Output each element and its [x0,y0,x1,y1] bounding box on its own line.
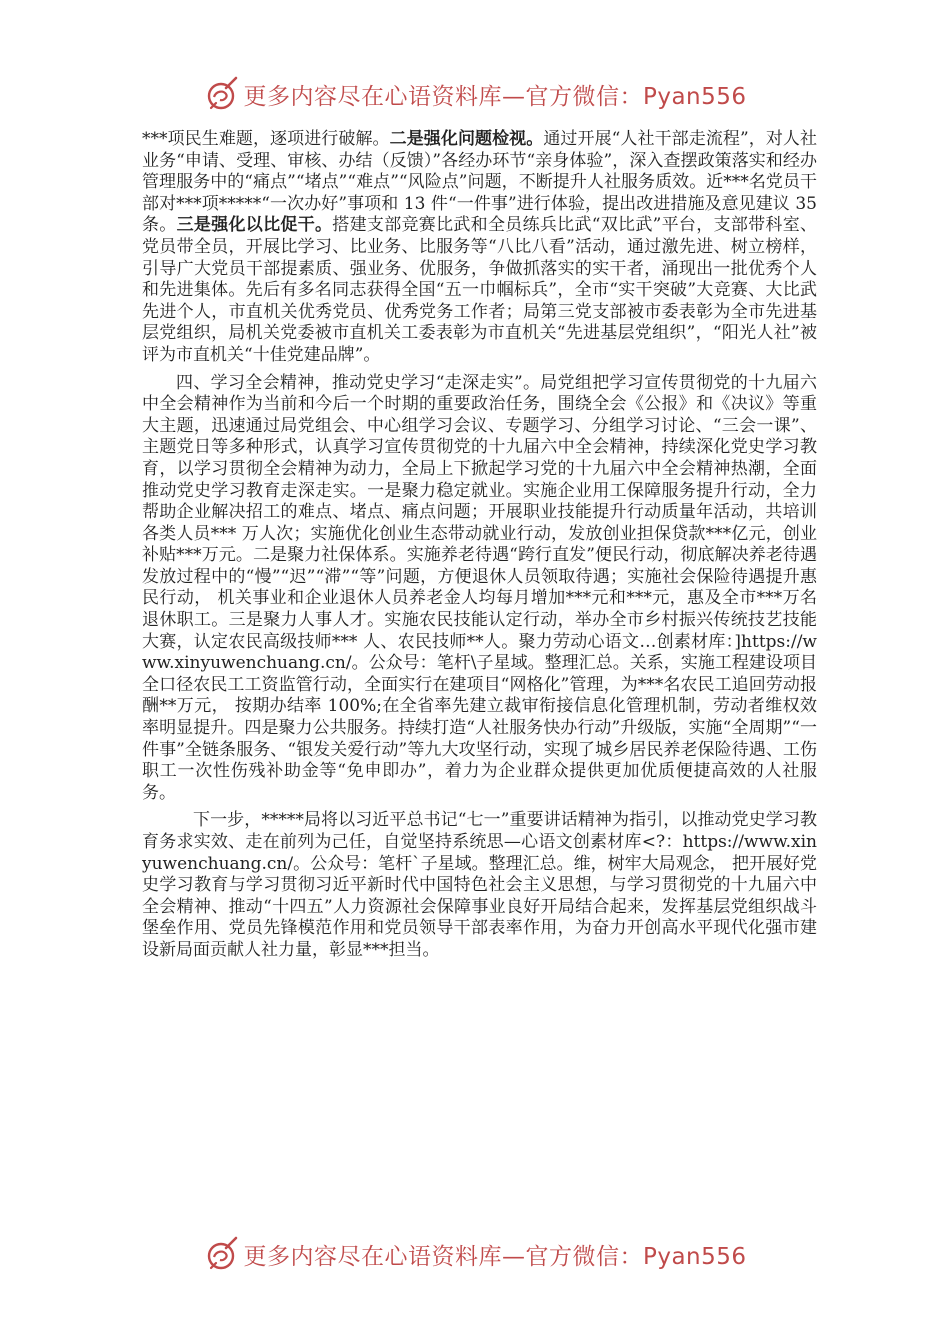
paragraph-1 [142,129,823,367]
p1-text-3: 通过开展“人社干部走流程”，对人社业务“申请、受理、审核、办结（反馈）”各经办环节“亲身体验”，深入查摆政策落实和经办管理服务中的“痛点”“堵点”“难点”“风险点”问题，不断提升人社服务质效。近***名党员干部对***项*****“一次办好”事项和 13 件“一件事”进行体验，提出改进措施及意见建议 35 条。 [142,129,823,236]
quill-rose-logo-icon [203,76,239,112]
footer-watermark [0,1232,950,1276]
document-body [142,129,823,962]
p1-text-5: 搭建支部竞赛比武和全员练兵比武“双比武”平台，支部带科室、党员带全员，开展比学习、比业务、比服务等“八比八看”活动，通过激先进、树立榜样，引导广大党员干部提素质、强业务、优服务，争做抓落实的实干者，涌现出一批优秀个人和先进集体。先后有多名同志获得全国“五一巾帼标兵”，全市“实干突破”大竞赛、大比武先进个人，市直机关优秀党员、优秀党务工作者；局第三党支部被市委表彰为全市先进基层党组织，局机关党委被市直机关工委表彰为市直机关“先进基层党组织”，“阳光人社”被评为市直机关“十佳党建品牌”。 [142,215,818,365]
paragraph-2: 四、学习全会精神，推动党史学习“走深走实”。局党组把学习宣传贯彻党的十九届六中全会精神作为当前和今后一个时期的重要政治任务，围绕全会《公报》和《决议》等重大主题，迅速通过局党组会、中心组学习会议、专题学习、分组学习讨论、“三会一课”、主题党日等多种形式，认真学习宣传贯彻党的十九届六中全会精神，持续深化党史学习教育，以学习贯彻全会精神为动力，全局上下掀起学习党的十九届六中全会精神热潮，全面推动党史学习教育走深走实。一是聚力稳定就业。实施企业用工保障服务提升行动，全力帮助企业解决招工的难点、堵点、痛点问题；开展职业技能提升行动质量年活动，共培训各类人员*** 万人次；实施优化创业生态带动就业行动，发放创业担保贷款***亿元，创业补贴***万元。二是聚力社保体系。实施养老待遇“跨行直发”便民行动，彻底解决养老待遇发放过程中的“慢”“迟”“滞”“等”问题，方便退休人员领取待遇；实施社会保险待遇提升惠民行动， 机关事业和企业退休人员养老金人均每月增加***元和***元，惠及全市***万名退休职工。三是聚力人事人才。实施农民技能认定行动，举办全市乡村振兴传统技艺技能大赛，认定农民高级技师*** 人、农民技师**人。聚力劳动心语文…创素材库：]https://www.xinyuwenchuang.cn/。公众号：笔杆\子星域。整理汇总。关系，实施工程建设项目全口径农民工工资监管行动，全面实行在建项目“网格化”管理，为***名农民工追回劳动报酬**万元， 按期办结率 100%;在全省率先建立裁审衔接信息化管理机制，劳动者维权效率明显提升。四是聚力公共服务。持续打造“人社服务快办行动”升级版，实施“全周期”“一件事”全链条服务、“银发关爱行动”等九大攻坚行动，实现了城乡居民养老保险待遇、工伤职工一次性伤残补助金等“免申即办”，着力为企业群众提供更加优质便捷高效的人社服务。 [142,372,817,803]
p1-heading-4: 三是强化以比促干。 [176,215,333,236]
watermark-text: 更多内容尽在心语资料库—官方微信：Pyan556 [243,83,747,110]
watermark-text: 更多内容尽在心语资料库—官方微信：Pyan556 [243,1243,747,1270]
header-watermark [0,72,950,116]
quill-rose-logo-icon [203,1236,239,1272]
p1-text-1: ***项民生难题，逐项进行破解。 [142,129,390,149]
paragraph-3: 下一步，*****局将以习近平总书记“七一”重要讲话精神为指引，以推动党史学习教育务求实效、走在前列为己任，自觉坚持系统思—心语文创素材库<?：https://www.xinyuwenchuang.cn/。公众号：笔杆`子星域。整理汇总。维，树牢大局观念， 把开展好党史学习教育与学习贯彻习近平新时代中国特色社会主义思想，与学习贯彻党的十九届六中全会精神、推动“十四五”人力资源社会保障事业良好开局结合起来，发挥基层党组织战斗堡垒作用、党员先锋模范作用和党员领导干部表率作用，为奋力开创高水平现代化强市建设新局面贡献人社力量，彰显***担当。 [142,810,818,960]
p1-heading-2: 二是强化问题检视。 [389,129,544,149]
